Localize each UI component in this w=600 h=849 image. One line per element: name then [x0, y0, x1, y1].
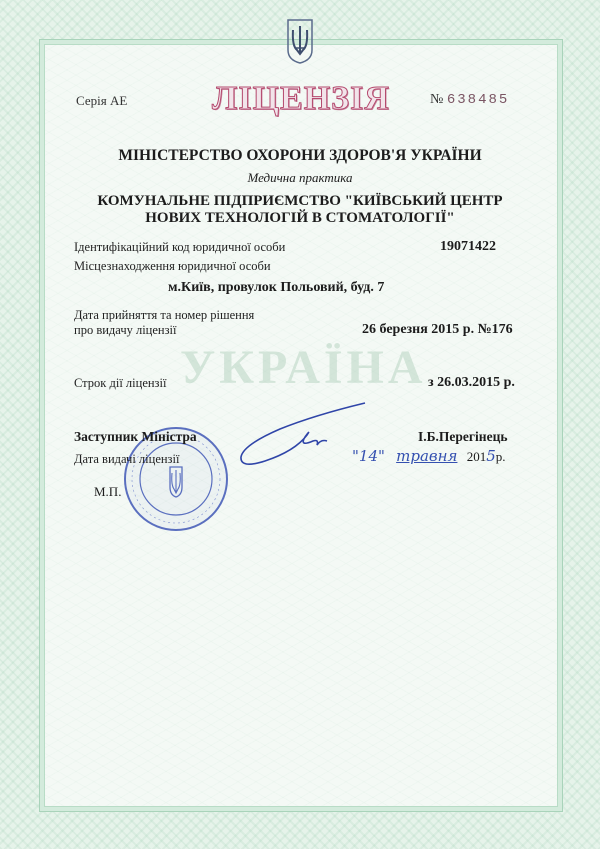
seal-place-label: М.П.: [94, 484, 122, 499]
number-sign: №: [430, 92, 444, 107]
issue-month: травня: [396, 447, 458, 465]
number-digits: 638485: [446, 92, 510, 108]
issue-date-label: Дата видачі ліцензії: [74, 452, 180, 466]
watermark-text: УКРАЇНА: [180, 341, 427, 394]
organization-line-2: НОВИХ ТЕХНОЛОГІЙ В СТОМАТОЛОГІЇ": [145, 210, 455, 226]
issue-year-hand: 5: [486, 447, 496, 465]
decision-label-line-2: про видачу ліцензії: [74, 323, 177, 337]
decision-label-line-1: Дата прийняття та номер рішення: [74, 308, 255, 322]
license-number: [430, 92, 509, 108]
document-title: ЛІЦЕНЗІЯ: [212, 80, 390, 117]
signer-name: І.Б.Перегінець: [418, 429, 508, 444]
validity-value: з 26.03.2015 р.: [428, 375, 515, 390]
location-label: Місцезнаходження юридичної особи: [74, 259, 271, 273]
id-code-value: 19071422: [440, 239, 496, 254]
issue-day: "14": [352, 447, 385, 465]
trident-emblem-icon: [285, 18, 315, 64]
validity-label: Строк дії ліцензії: [74, 376, 167, 390]
ministry-name: МІНІСТЕРСТВО ОХОРОНИ ЗДОРОВ'Я УКРАЇНИ: [118, 147, 482, 164]
activity-type: Медична практика: [247, 170, 353, 185]
deputy-minister-label: Заступник Міністра: [74, 429, 197, 444]
issue-year-suffix: р.: [495, 449, 506, 464]
organization-name: [0, 193, 600, 227]
decision-value: 26 березня 2015 р. №176: [362, 322, 513, 337]
issue-date: [352, 447, 506, 465]
location-value: м.Київ, провулок Польовий, буд. 7: [168, 280, 385, 295]
id-code-label: Ідентифікаційний код юридичної особи: [74, 240, 286, 254]
issue-year-prefix: 201: [466, 449, 487, 464]
organization-line-1: КОМУНАЛЬНЕ ПІДПРИЄМСТВО "КИЇВСЬКИЙ ЦЕНТР: [97, 193, 503, 209]
series-label: Серія АЕ: [76, 93, 128, 108]
